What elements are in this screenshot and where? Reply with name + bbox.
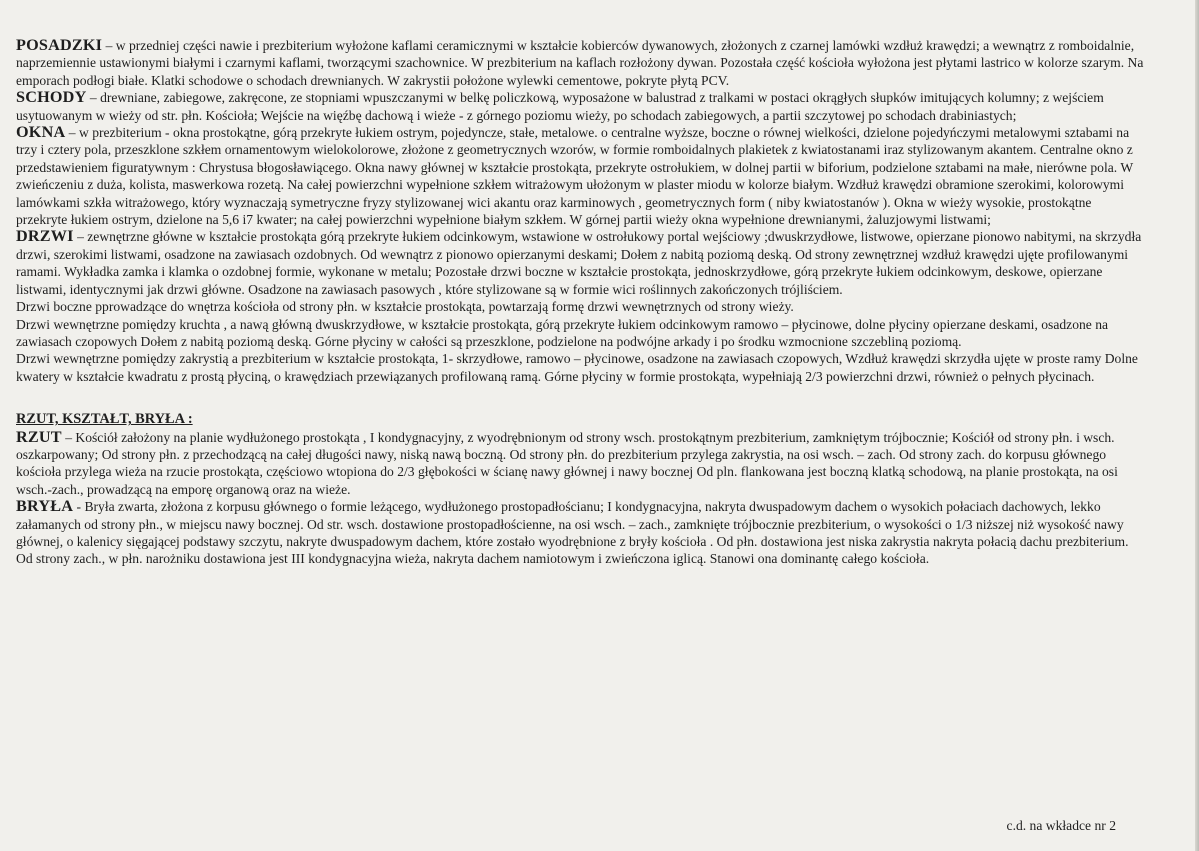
paragraph-doors-side: Drzwi boczne pprowadzące do wnętrza kościoła od strony płn. w kształcie prostokąta, powtarzają formę drzwi wewnętrznych od strony wieży.: [16, 299, 794, 315]
paragraph-doors-sacristy: Drzwi wewnętrzne pomiędzy zakrystią a prezbiterium w kształcie prostokąta, 1- skrzydłowe, ramowo – płycinowe, osadzone na zawiasach czopowych, Wzdłuż krawędzi skrzydła ujęte w proste ramy Dolne kwatery w kształcie kwadratu z prostą płyciną, o krawędziach przewiązanych profilowaną ramą. Górne płyciny w formie prostokąta, wypełniają 2/3 powierzchni drzwi, również o pełnych płycinach.: [16, 351, 1138, 384]
section-posadzki: [16, 37, 1144, 89]
section-text: – drewniane, zabiegowe, zakręcone, ze stopniami wpuszczanymi w belkę policzkową, wyposażone w balustrad z tralkami w postaci okrągłych słupków imitujących kolumny; z wejściem usytuowanym w wieży od str. płn. Kościoła; Wejście na więźbę dachową i wieże - z górnego poziomu wieży, po schodach zabiegowych, a partii szczytowej po schodach drabiniastych;: [16, 90, 1104, 123]
section-bryla: [16, 498, 1144, 568]
section-rzut: [16, 429, 1144, 499]
section-text: – zewnętrzne główne w kształcie prostokąta górą przekryte łukiem odcinkowym, wstawione w ostrołukowy portal wejściowy ;dwuskrzydłowe, listwowe, opierzane pionowo nabitymi, na skrzydła drzwi, szerokimi listwami, osadzone na zawiasach ozdobnych. Od wewnątrz z pionowo opierzanymi deskami; Dołem z nabitą poziomą deską. Od strony zewnętrznej wzdłuż krawędzi ujęte profilowanymi ramami. Wykładka zamka i klamka o ozdobnej formie, wykonane w metalu; Pozostałe drzwi boczne w kształcie prostokąta, jednoskrzydłowe, górą przekryte łukiem odcinkowym, deskowe, opierzane listwami, identycznymi jak drzwi główne. Osadzone na zawiasach pasowych , które stylizowane są w formie wici roślinnych zakończonych trójliściem.: [16, 229, 1142, 297]
continuation-note: c.d. na wkładce nr 2: [1006, 818, 1116, 833]
section-text: – w prezbiterium - okna prostokątne, górą przekryte łukiem ostrym, pojedyncze, stałe, metalowe. o centralne wyższe, boczne o równej wielkości, dzielone pojedyńczymi metalowymi sztabami na trzy i cztery pola, przeszklone szkłem ornamentowym wielokolorowe, złożone z geometrycznych wzorów, w formie romboidalnych plakietek z kwiatostanami iraz stylizowanym akantem. Centralne okno z przedstawieniem figuratywnym : Chrystusa błogosławiącego. Okna nawy głównej w kształcie prostokąta, przekryte ostrołukiem, w dolnej partii w biforium, podzielone sztabami na małe, nierówne pola. W zwieńczeniu z duża, kolista, maswerkowa rozetą. Na całej powierzchni wypełnione szkłem witrażowym ułożonym w plaster miodu w kolorze białym. Wzdłuż krawędzi obramione szerokimi, kolorowymi lamówkami szkła witrażowego, który wyznaczają symetryczne fryzy stylizowanej wici akantu oraz karminowych , geometrycznych form ( niby kwiatostanów ). Okna w wieży wysokie, prostokątne przekryte łukiem ostrym, dzielone na 5,6 i7 kwater; na całej powierzchni wypełnione białym szkłem. W górnej partii wieży okna wypełnione drewnianymi, żaluzjowymi listwami;: [16, 125, 1133, 228]
section-text: – Kościół założony na planie wydłużonego prostokąta , I kondygnacyjny, z wyodrębnionym od strony wsch. prostokątnym prezbiterium, zamkniętym trójbocznie; Kościół od strony płn. i wsch. oszkarpowany; Od strony płn. z przechodzącą na całej długości nawy, niską nawą boczną. Od strony płn. do prezbiterium przylega zakrystia, na osi wsch. – zach. Od strony zach. do korpusu głównego kościoła przylega wieża na rzucie prostokąta, częściowo wtopiona do 2/3 głębokości w ścianę nawy głównej i nawy bocznej Od pln. flankowana jest boczną klatką schodową, na planie prostokąta, na osi wsch.-zach., prowadzącą na emporę organową oraz na wieże.: [16, 429, 1118, 497]
section-heading: BRYŁA: [16, 497, 74, 516]
section-heading: DRZWI: [16, 227, 74, 246]
subtitle-rzut-ksztalt-bryla: RZUT, KSZTAŁT, BRYŁA :: [16, 411, 193, 428]
section-drzwi: [16, 228, 1144, 298]
document-body: [16, 37, 1144, 568]
paragraph-doors-interior: Drzwi wewnętrzne pomiędzy kruchta , a nawą główną dwuskrzydłowe, w kształcie prostokąta, górą przekryte łukiem odcinkowym ramowo – płycinowe, dolne płyciny opierzane deskami, osadzone na zawiasach czopowych Dołem z nabitą poziomą deską. Górne płyciny w całości są przeszklone, podzielone na podwójne arkady i po środku wzmocnione szczebliną poziomą.: [16, 316, 1109, 349]
section-heading: SCHODY: [16, 88, 87, 107]
section-heading: POSADZKI: [16, 36, 103, 54]
section-text: – w przedniej części nawie i prezbiterium wyłożone kaflami ceramicznymi w kształcie kobierców dywanowych, złożonych z czarnej lamówki wzdłuż krawędzi; a wewnątrz z romboidalnie, naprzemiennie ustawionymi białymi i czarnymi kaflami, tworzącymi szachownice. W prezbiterium na kaflach rozłożony dywan. Pozostała część kościoła wyłożona jest płytami lastrico w kolorze szarym. Na emporach podłogi białe. Klatki schodowe o schodach drewnianych. W zakrystii położone wylewki cementowe, pokryte płytą PCV.: [16, 38, 1144, 88]
section-schody: [16, 89, 1144, 124]
section-text: - Bryła zwarta, złożona z korpusu głównego o formie leżącego, wydłużonego prostopadłościanu; I kondygnacyjna, nakryta dwuspadowym dachem o wysokich połaciach dachowych, lekko załamanych od strony płn., w miejscu nawy bocznej. Od str. wsch. dostawione prostopadłościenne, na osi wsch. – zach., zamknięte trójbocznie prezbiterium, o wysokości o 1/3 niższej niż wysokość nawy głównej, o kalenicy sięgającej podstawy szczytu, nakryte dwuspadowym dachem, które zostało wyodrębnione z bryły kościoła . Od płn. dostawiona jest niska zakrystia nakryta połacią dachu prezbiterium. Od strony zach., w płn. narożniku dostawiona jest III kondygnacyjna wieża, nakryta dachem namiotowym i zwieńczona iglicą. Stanowi ona dominantę całego kościoła.: [16, 499, 1129, 567]
section-heading: OKNA: [16, 123, 66, 142]
section-okna: [16, 124, 1144, 228]
section-heading: RZUT: [16, 427, 62, 446]
